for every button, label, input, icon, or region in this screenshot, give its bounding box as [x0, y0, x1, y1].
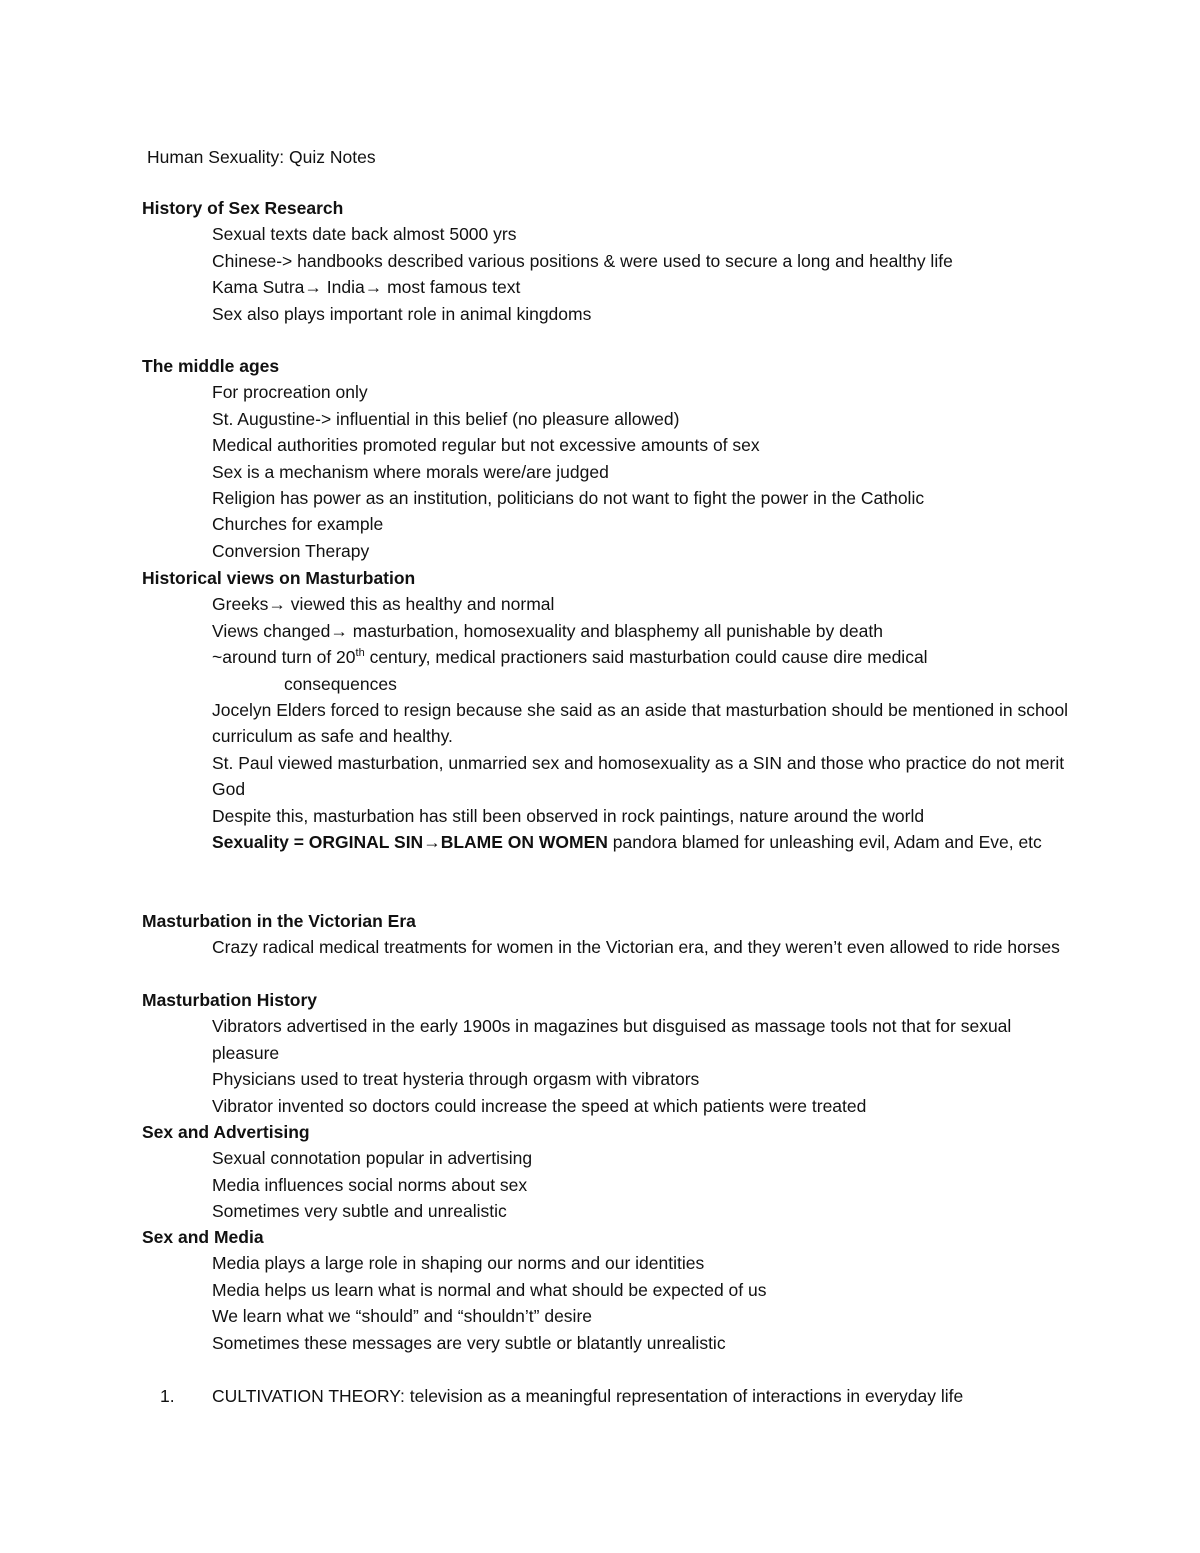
list-item: Sometimes these messages are very subtle or blatantly unrealistic — [212, 1332, 726, 1353]
list-item: Conversion Therapy — [212, 540, 370, 561]
list-item: Vibrators advertised in the early 1900s in magazines but disguised as massage tools not that for sexual pleasure — [212, 1016, 1012, 1063]
section-heading: Masturbation in the Victorian Era — [142, 911, 416, 931]
section-victorian-era — [142, 908, 1082, 961]
list-item: St. Paul viewed masturbation, unmarried sex and homosexuality as a SIN and those who practice do not merit God — [212, 752, 1065, 800]
numbered-list — [160, 1383, 963, 1409]
text-run: century, medical practioners said masturbation could cause dire medical — [364, 647, 928, 668]
list-item: Kama Sutra→ India→ most famous text — [212, 277, 521, 298]
list-item: Physicians used to treat hysteria through orgasm with vibrators — [212, 1069, 700, 1090]
section-sex-and-advertising — [142, 1119, 1082, 1225]
list-item: Media helps us learn what is normal and what should be expected of us — [212, 1279, 767, 1300]
list-item: Media plays a large role in shaping our norms and our identities — [212, 1253, 705, 1274]
list-item: For procreation only — [212, 382, 368, 403]
list-item — [142, 644, 1082, 697]
list-item: Sometimes very subtle and unrealistic — [212, 1201, 507, 1222]
section-heading: Sex and Media — [142, 1227, 264, 1247]
list-item: Views changed→ masturbation, homosexuality and blasphemy all punishable by death — [212, 620, 883, 641]
list-number: 1. — [160, 1386, 175, 1406]
list-item: St. Augustine-> influential in this belief (no pleasure allowed) — [212, 408, 680, 429]
list-item: We learn what we “should” and “shouldn’t” desire — [212, 1306, 593, 1327]
text-run: ~around turn of 20 — [212, 647, 356, 668]
list-item: Medical authorities promoted regular but not excessive amounts of sex — [212, 435, 760, 456]
list-item: Sexual connotation popular in advertising — [212, 1148, 533, 1169]
section-heading: Historical views on Masturbation — [142, 568, 416, 588]
text-run: pandora blamed for unleashing evil, Adam and Eve, etc — [607, 832, 1042, 853]
list-item: Crazy radical medical treatments for women in the Victorian era, and they weren’t even allowed to ride horses — [212, 937, 1060, 958]
section-history-of-sex-research — [142, 195, 1082, 327]
bold-text: Sexuality = ORGINAL SIN→BLAME ON WOMEN — [212, 832, 608, 853]
list-item: Vibrator invented so doctors could increase the speed at which patients were treated — [212, 1095, 867, 1116]
section-heading: Sex and Advertising — [142, 1122, 310, 1142]
section-heading: History of Sex Research — [142, 198, 344, 218]
section-historical-views-masturbation — [142, 565, 1082, 855]
list-item: Sexual texts date back almost 5000 yrs — [212, 224, 517, 245]
document-title: Human Sexuality: Quiz Notes — [147, 147, 376, 167]
list-item: Greeks→ viewed this as healthy and normal — [212, 594, 555, 615]
list-item: Media influences social norms about sex — [212, 1174, 528, 1195]
list-item: Churches for example — [212, 514, 384, 535]
section-sex-and-media — [142, 1224, 1082, 1356]
section-middle-ages — [142, 353, 1082, 564]
list-item-text: CULTIVATION THEORY: television as a meaningful representation of interactions in everyday life — [212, 1386, 964, 1406]
section-masturbation-history — [142, 987, 1082, 1119]
section-heading: Masturbation History — [142, 990, 318, 1010]
list-item: Sex is a mechanism where morals were/are judged — [212, 461, 609, 482]
section-heading: The middle ages — [142, 356, 280, 376]
list-item: Religion has power as an institution, politicians do not want to fight the power in the Catholic — [212, 488, 925, 509]
list-item: Chinese-> handbooks described various positions & were used to secure a long and healthy life — [212, 250, 953, 271]
list-item-continuation: consequences — [284, 673, 397, 694]
list-item: Despite this, masturbation has still been observed in rock paintings, nature around the world — [212, 805, 925, 826]
list-item: Jocelyn Elders forced to resign because she said as an aside that masturbation should be mentioned in school curriculum as safe and healthy. — [212, 700, 1069, 747]
numbered-list-item — [160, 1383, 963, 1409]
list-item — [142, 829, 1082, 855]
list-item: Sex also plays important role in animal kingdoms — [212, 303, 592, 324]
superscript: th — [355, 647, 365, 660]
